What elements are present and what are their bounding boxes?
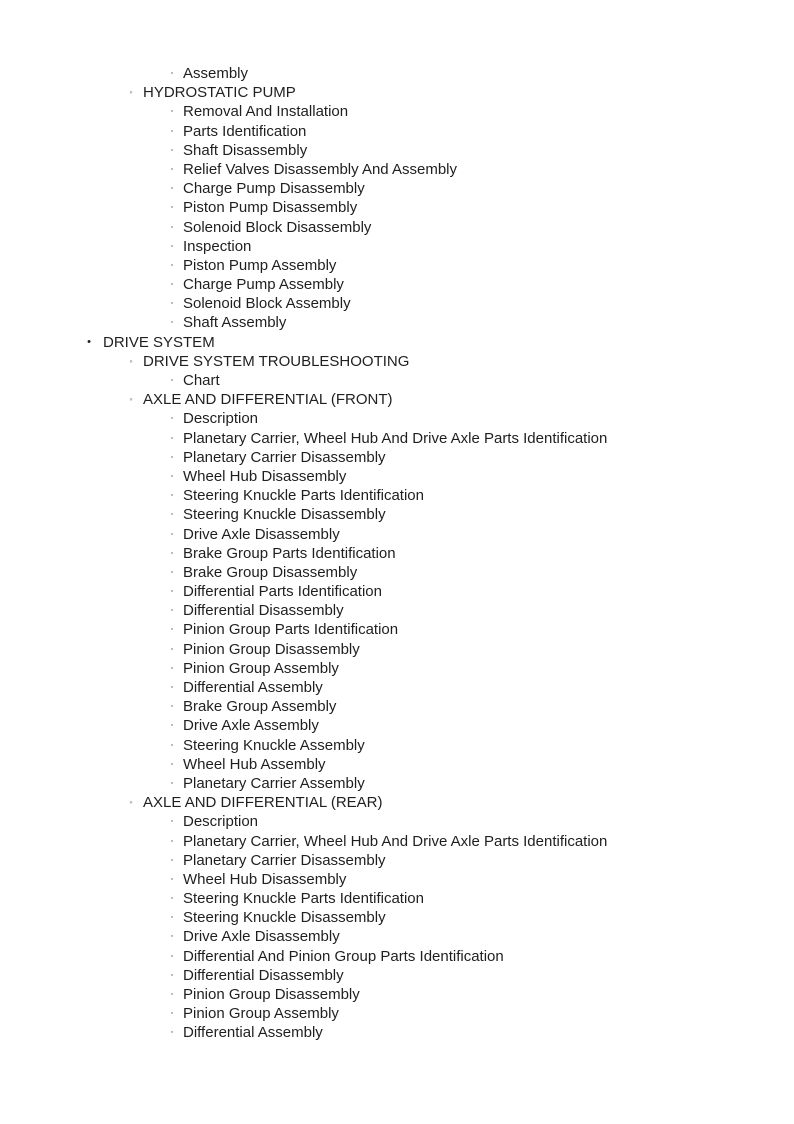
outline-item-level-3 xyxy=(0,870,794,889)
outline-item-text: Chart xyxy=(183,372,220,389)
outline-item-text: Wheel Hub Assembly xyxy=(183,755,326,773)
bullet-icon: ▫ xyxy=(170,415,174,423)
bullet-icon: ▫ xyxy=(170,261,174,269)
outline-item-text: Parts Identification xyxy=(183,122,307,140)
bullet-icon: ▫ xyxy=(170,319,174,327)
bullet-icon: ▫ xyxy=(170,933,174,941)
bullet-icon: ▫ xyxy=(170,684,174,691)
bullet-icon: ▫ xyxy=(170,70,174,77)
outline-item-level-2 xyxy=(0,83,794,102)
outline-item-text: Differential Disassembly xyxy=(183,602,344,620)
outline-item-text: AXLE AND DIFFERENTIAL (FRONT) xyxy=(143,391,393,409)
outline-item-level-2 xyxy=(0,793,794,812)
outline-item-text: Wheel Hub Disassembly xyxy=(183,467,347,485)
outline-item-text: DRIVE SYSTEM TROUBLESHOOTING xyxy=(143,352,410,370)
outline-item-level-3 xyxy=(0,371,794,390)
bullet-icon: ▫ xyxy=(170,472,174,480)
outline-item-level-3 xyxy=(0,947,794,966)
outline-item-text: Drive Axle Disassembly xyxy=(183,928,340,946)
outline-item-text: Solenoid Block Disassembly xyxy=(183,218,372,236)
bullet-icon: ▫ xyxy=(170,377,174,384)
outline-item-level-2 xyxy=(0,390,794,409)
outline-item-level-3 xyxy=(0,889,794,908)
outline-item-text: Description xyxy=(183,813,259,831)
outline-item-text: Steering Knuckle Assembly xyxy=(183,736,365,754)
bullet-icon: ▫ xyxy=(170,568,174,576)
outline-item-text: Removal And Installation xyxy=(183,103,349,121)
bullet-icon: ▫ xyxy=(170,856,174,864)
outline-item-level-3 xyxy=(0,198,794,217)
outline-item-level-3 xyxy=(0,467,794,486)
bullet-icon: ▫ xyxy=(170,242,174,250)
bullet-icon: ▫ xyxy=(170,434,174,442)
outline-item-level-3 xyxy=(0,966,794,985)
outline-item-text: Pinion Group Parts Identification xyxy=(183,621,399,639)
outline-item-text: Charge Pump Disassembly xyxy=(183,180,365,198)
outline-item-level-3 xyxy=(0,429,794,448)
outline-item-text: Steering Knuckle Parts Identification xyxy=(183,487,424,505)
bullet-icon: ▫ xyxy=(170,300,174,308)
outline-item-text: Piston Pump Assembly xyxy=(183,256,337,274)
outline-item-text: Charge Pump Assembly xyxy=(183,276,344,294)
outline-item-level-3 xyxy=(0,313,794,332)
bullet-icon: ▫ xyxy=(170,741,174,749)
outline-item-level-3 xyxy=(0,697,794,716)
outline-item-text: Brake Group Assembly xyxy=(183,698,337,716)
outline-item-text: Planetary Carrier Disassembly xyxy=(183,851,386,869)
outline-item-text: Differential Parts Identification xyxy=(183,583,382,601)
bullet-icon: ▫ xyxy=(170,971,174,979)
outline-item-text: Brake Group Disassembly xyxy=(183,563,358,581)
outline-item-level-3 xyxy=(0,659,794,678)
outline-item-text: Pinion Group Assembly xyxy=(183,1005,339,1023)
bullet-icon: ▫ xyxy=(170,607,174,615)
outline-item-level-3 xyxy=(0,1023,794,1042)
outline-item-text: Description xyxy=(183,410,259,428)
outline-item-text: Planetary Carrier, Wheel Hub And Drive Axle Parts Identification xyxy=(183,429,608,447)
bullet-icon: ▫ xyxy=(170,664,174,672)
outline-item-text: Planetary Carrier, Wheel Hub And Drive Axle Parts Identification xyxy=(183,832,608,850)
outline-item-text: Assembly xyxy=(183,65,249,82)
bullet-icon: ▫ xyxy=(170,511,174,519)
outline-item-level-3 xyxy=(0,716,794,735)
bullet-icon: ▫ xyxy=(170,895,174,903)
outline-item-level-3 xyxy=(0,908,794,927)
bullet-icon: ▫ xyxy=(170,818,174,826)
bullet-icon: ▫ xyxy=(170,549,174,557)
bullet-icon: ◦ xyxy=(129,355,133,366)
outline-item-level-3 xyxy=(0,582,794,601)
bullet-icon: ▫ xyxy=(170,914,174,922)
outline-item-level-3 xyxy=(0,275,794,294)
outline-item-text: Wheel Hub Disassembly xyxy=(183,870,347,888)
bullet-icon: ▫ xyxy=(170,204,174,212)
bullet-icon: ▫ xyxy=(170,165,174,173)
outline-item-level-3 xyxy=(0,102,794,121)
outline-item-level-3 xyxy=(0,505,794,524)
outline-item-text: Steering Knuckle Disassembly xyxy=(183,506,386,524)
outline-item-level-3 xyxy=(0,256,794,275)
outline-list xyxy=(0,64,794,1043)
bullet-icon: ▫ xyxy=(170,281,174,289)
outline-item-text: Pinion Group Disassembly xyxy=(183,640,360,658)
bullet-icon: ▫ xyxy=(170,1010,174,1018)
bullet-icon: ▫ xyxy=(170,223,174,231)
outline-item-level-3 xyxy=(0,544,794,563)
bullet-icon: ▫ xyxy=(170,453,174,461)
outline-item-text: Relief Valves Disassembly And Assembly xyxy=(183,160,457,178)
bullet-icon: • xyxy=(87,335,91,348)
outline-item-text: HYDROSTATIC PUMP xyxy=(143,84,296,102)
bullet-icon: ▫ xyxy=(170,952,174,960)
outline-item-level-3 xyxy=(0,218,794,237)
bullet-icon: ▫ xyxy=(170,127,174,135)
outline-item-level-3 xyxy=(0,985,794,1004)
outline-item-text: Drive Axle Assembly xyxy=(183,717,319,735)
bullet-icon: ◦ xyxy=(129,87,133,98)
bullet-icon: ▫ xyxy=(170,146,174,154)
outline-item-text: Solenoid Block Assembly xyxy=(183,295,351,313)
outline-item-text: DRIVE SYSTEM xyxy=(103,333,215,351)
bullet-icon: ◦ xyxy=(129,394,133,405)
outline-item-text: Brake Group Parts Identification xyxy=(183,544,396,562)
outline-item-level-3 xyxy=(0,678,794,697)
bullet-icon: ▫ xyxy=(170,645,174,653)
outline-item-text: Shaft Disassembly xyxy=(183,141,308,159)
outline-item-level-3 xyxy=(0,141,794,160)
bullet-icon: ▫ xyxy=(170,779,174,787)
outline-item-level-1 xyxy=(0,333,794,352)
outline-item-text: Pinion Group Disassembly xyxy=(183,986,360,1003)
outline-item-text: AXLE AND DIFFERENTIAL (REAR) xyxy=(143,794,383,812)
outline-item-level-3 xyxy=(0,563,794,582)
outline-item-level-3 xyxy=(0,927,794,946)
outline-item-level-2 xyxy=(0,352,794,371)
outline-item-level-3 xyxy=(0,812,794,831)
outline-item-level-3 xyxy=(0,755,794,774)
bullet-icon: ▫ xyxy=(170,837,174,845)
outline-item-level-3 xyxy=(0,448,794,467)
outline-item-level-3 xyxy=(0,179,794,198)
bullet-icon: ▫ xyxy=(170,185,174,193)
outline-item-level-3 xyxy=(0,486,794,505)
outline-item-level-3 xyxy=(0,620,794,639)
bullet-icon: ▫ xyxy=(170,722,174,730)
outline-item-text: Differential Disassembly xyxy=(183,966,344,984)
outline-item-level-3 xyxy=(0,832,794,851)
outline-item-text: Shaft Assembly xyxy=(183,314,287,332)
outline-item-text: Planetary Carrier Assembly xyxy=(183,774,365,792)
bullet-icon: ▫ xyxy=(170,108,174,116)
outline-item-level-3 xyxy=(0,160,794,179)
outline-item-text: Pinion Group Assembly xyxy=(183,659,339,677)
outline-item-level-3 xyxy=(0,1004,794,1023)
bullet-icon: ◦ xyxy=(129,797,133,808)
bullet-icon: ▫ xyxy=(170,991,174,998)
outline-item-level-3 xyxy=(0,601,794,620)
outline-item-text: Piston Pump Disassembly xyxy=(183,199,358,217)
outline-item-level-3 xyxy=(0,122,794,141)
outline-item-level-3 xyxy=(0,409,794,428)
bullet-icon: ▫ xyxy=(170,626,174,634)
bullet-icon: ▫ xyxy=(170,492,174,500)
outline-item-text: Inspection xyxy=(183,237,252,255)
outline-item-level-3 xyxy=(0,774,794,793)
outline-item-text: Steering Knuckle Disassembly xyxy=(183,909,386,927)
outline-item-text: Steering Knuckle Parts Identification xyxy=(183,890,424,908)
outline-item-level-3 xyxy=(0,851,794,870)
outline-item-level-3 xyxy=(0,294,794,313)
outline-item-text: Differential Assembly xyxy=(183,1024,323,1042)
bullet-icon: ▫ xyxy=(170,1029,174,1037)
outline-item-text: Differential And Pinion Group Parts Identification xyxy=(183,947,504,965)
outline-item-text: Differential Assembly xyxy=(183,679,323,696)
outline-item-text: Drive Axle Disassembly xyxy=(183,525,340,543)
bullet-icon: ▫ xyxy=(170,875,174,883)
outline-item-level-3 xyxy=(0,640,794,659)
outline-item-level-3 xyxy=(0,525,794,544)
bullet-icon: ▫ xyxy=(170,703,174,711)
bullet-icon: ▫ xyxy=(170,588,174,596)
outline-item-text: Planetary Carrier Disassembly xyxy=(183,448,386,466)
outline-item-level-3 xyxy=(0,64,794,83)
outline-item-level-3 xyxy=(0,736,794,755)
outline-item-level-3 xyxy=(0,237,794,256)
bullet-icon: ▫ xyxy=(170,760,174,768)
bullet-icon: ▫ xyxy=(170,530,174,538)
